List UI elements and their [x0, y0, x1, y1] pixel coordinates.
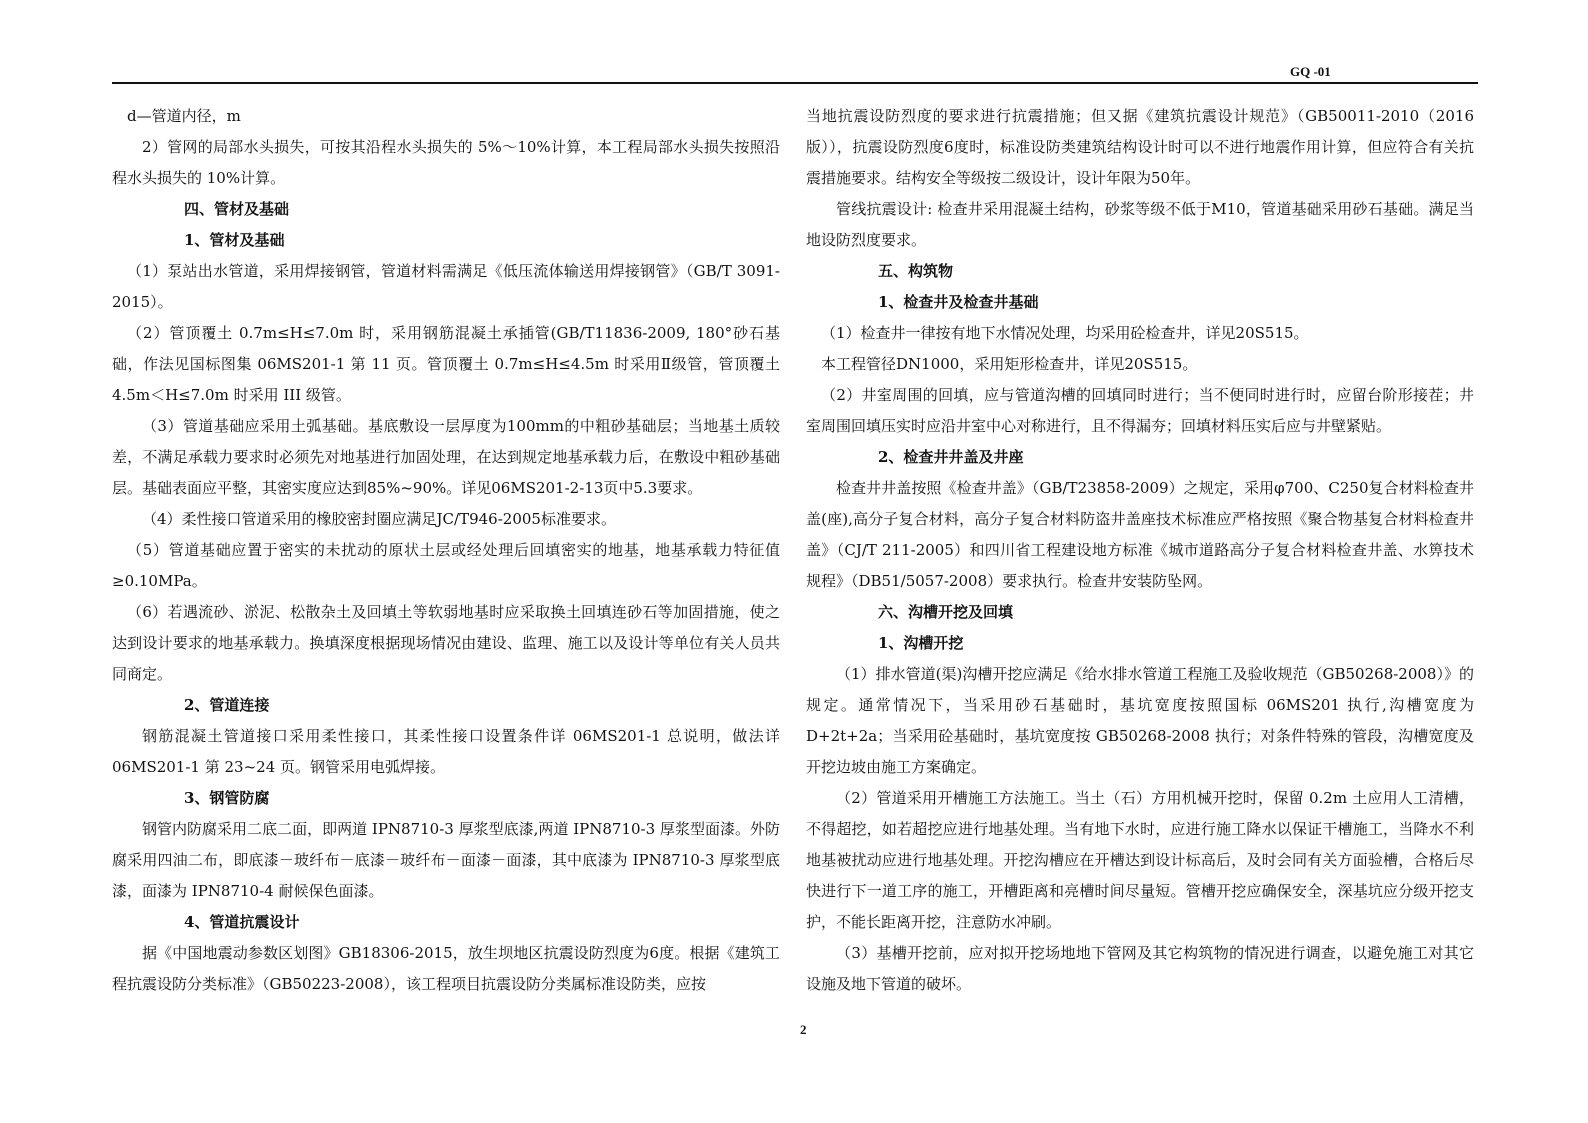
page-number: 2 — [800, 1022, 807, 1037]
paragraph: 管线抗震设计: 检查井采用混凝土结构，砂浆等级不低于M10，管道基础采用砂石基础。满足当地设防烈度要求。 — [806, 200, 1474, 249]
paragraph: （3）管道基础应采用土弧基础。基底敷设一层厚度为100mm的中粗砂基础层；当地基土质较差，不满足承载力要求时必须先对地基进行加固处理，在达到规定地基承载力后，在敷设中粗砂基础层。基础表面应平整，其密实度应达到85%~90%。详见06MS201-2-13页中5.3要求。 — [112, 417, 780, 497]
drawing-code: GQ -01 — [1290, 64, 1331, 79]
section-heading: 四、管材及基础 — [184, 200, 290, 218]
paragraph: （4）柔性接口管道采用的橡胶密封圈应满足JC/T946-2005标准要求。 — [142, 510, 616, 528]
paragraph: 据《中国地震动参数区划图》GB18306-2015，放生坝地区抗震设防烈度为6度。根据《建筑工程抗震设防分类标准》（GB50223-2008），该工程项目抗震设防分类属标准设防类，应按 — [112, 944, 780, 993]
paragraph: （6）若遇流砂、淤泥、松散杂土及回填土等软弱地基时应采取换土回填连砂石等加固措施，使之达到设计要求的地基承载力。换填深度根据现场情况由建设、监理、施工以及设计等单位有关人员共同商定。 — [112, 603, 780, 683]
paragraph: （2）管顶覆土 0.7m≤H≤7.0m 时，采用钢筋混凝土承插管(GB/T11836-2009, 180°砂石基础，作法见国标图集 06MS201-1 第 11 页。管顶覆土 0.7m≤H≤4.5m 时采用Ⅱ级管，管顶覆土 4.5m＜H≤7.0m 时采用 III 级管。 — [112, 324, 780, 404]
paragraph: （2）管道采用开槽施工方法施工。当土（石）方用机械开挖时，保留 0.2m 土应用人工清槽，不得超挖，如若超挖应进行地基处理。当有地下水时，应进行施工降水以保证干槽施工，当降水不利地基被扰动应进行地基处理。开挖沟槽应在开槽达到设计标高后，及时会同有关方面验槽，合格后尽快进行下一道工序的施工，开槽距离和亮槽时间尽量短。管槽开挖应确保安全，深基坑应分级开挖支护，不能长距离开挖，注意防水冲刷。 — [806, 789, 1474, 931]
paragraph: 当地抗震设防烈度的要求进行抗震措施；但又据《建筑抗震设计规范》（GB50011-2010（2016版）），抗震设防烈度6度时，标准设防类建筑结构设计时可以不进行地震作用计算，但应符合有关抗震措施要求。结构安全等级按二级设计，设计年限为50年。 — [806, 107, 1474, 187]
paragraph: 2）管网的局部水头损失，可按其沿程水头损失的 5%～10%计算，本工程局部水头损失按照沿程水头损失的 10%计算。 — [112, 138, 780, 187]
paragraph: （1）检查井一律按有地下水情况处理，均采用砼检查井，详见20S515。 — [821, 324, 1309, 342]
section-heading: 1、检查井及检查井基础 — [878, 293, 1039, 311]
paragraph: 钢管内防腐采用二底二面，即两道 IPN8710-3 厚浆型底漆,两道 IPN8710-3 厚浆型面漆。外防腐采用四油二布，即底漆－玻纤布－底漆－玻纤布－面漆－面漆，其中底漆为 IPN8710-3 厚浆型底漆，面漆为 IPN8710-4 耐候保色面漆。 — [112, 820, 780, 900]
paragraph: （3）基槽开挖前，应对拟开挖场地地下管网及其它构筑物的情况进行调查，以避免施工对其它设施及地下管道的破坏。 — [806, 944, 1474, 993]
right-column — [806, 101, 1474, 1000]
section-heading: 五、构筑物 — [878, 262, 954, 280]
paragraph: （2）井室周围的回填，应与管道沟槽的回填同时进行；当不便同时进行时，应留台阶形接茬；井室周围回填压实时应沿井室中心对称进行，且不得漏夯；回填材料压实后应与井壁紧贴。 — [806, 386, 1474, 435]
header-rule — [112, 82, 1478, 84]
section-heading: 2、检查井井盖及井座 — [878, 448, 1024, 466]
paragraph: 检查井井盖按照《检查井盖》（GB/T23858-2009）之规定，采用φ700、C250复合材料检查井盖(座),高分子复合材料，高分子复合材料防盗井盖座技术标准应严格按照《聚合物基复合材料检查井盖》（CJ/T 211-2005）和四川省工程建设地方标准《城市道路高分子复合材料检查井盖、水箅技术规程》（DB51/5057-2008）要求执行。检查井安装防坠网。 — [806, 479, 1474, 590]
paragraph: 本工程管径DN1000，采用矩形检查井，详见20S515。 — [821, 355, 1198, 373]
section-heading: 4、管道抗震设计 — [184, 913, 300, 931]
section-heading: 1、管材及基础 — [184, 231, 285, 249]
section-heading: 1、沟槽开挖 — [878, 634, 964, 652]
left-column — [112, 101, 780, 1000]
section-heading: 六、沟槽开挖及回填 — [878, 603, 1014, 621]
paragraph: 钢筋混凝土管道接口采用柔性接口，其柔性接口设置条件详 06MS201-1 总说明，做法详 06MS201-1 第 23~24 页。钢管采用电弧焊接。 — [112, 727, 780, 776]
section-heading: 3、钢管防腐 — [184, 789, 270, 807]
paragraph: （1）排水管道(渠)沟槽开挖应满足《给水排水管道工程施工及验收规范（GB50268-2008）》的规定。通常情况下，当采用砂石基础时，基坑宽度按照国标 06MS201 执行,沟槽宽度为D+2t+2a；当采用砼基础时，基坑宽度按 GB50268-2008 执行；对条件特殊的管段，沟槽宽度及开挖边坡由施工方案确定。 — [806, 665, 1474, 776]
paragraph: （5）管道基础应置于密实的未扰动的原状土层或经处理后回填密实的地基，地基承载力特征值≥0.10MPa。 — [112, 541, 780, 590]
paragraph: d—管道内径，m — [127, 107, 241, 125]
section-heading: 2、管道连接 — [184, 696, 270, 714]
paragraph: （1）泵站出水管道，采用焊接钢管，管道材料需满足《低压流体输送用焊接钢管》（GB/T 3091-2015）。 — [112, 262, 780, 311]
